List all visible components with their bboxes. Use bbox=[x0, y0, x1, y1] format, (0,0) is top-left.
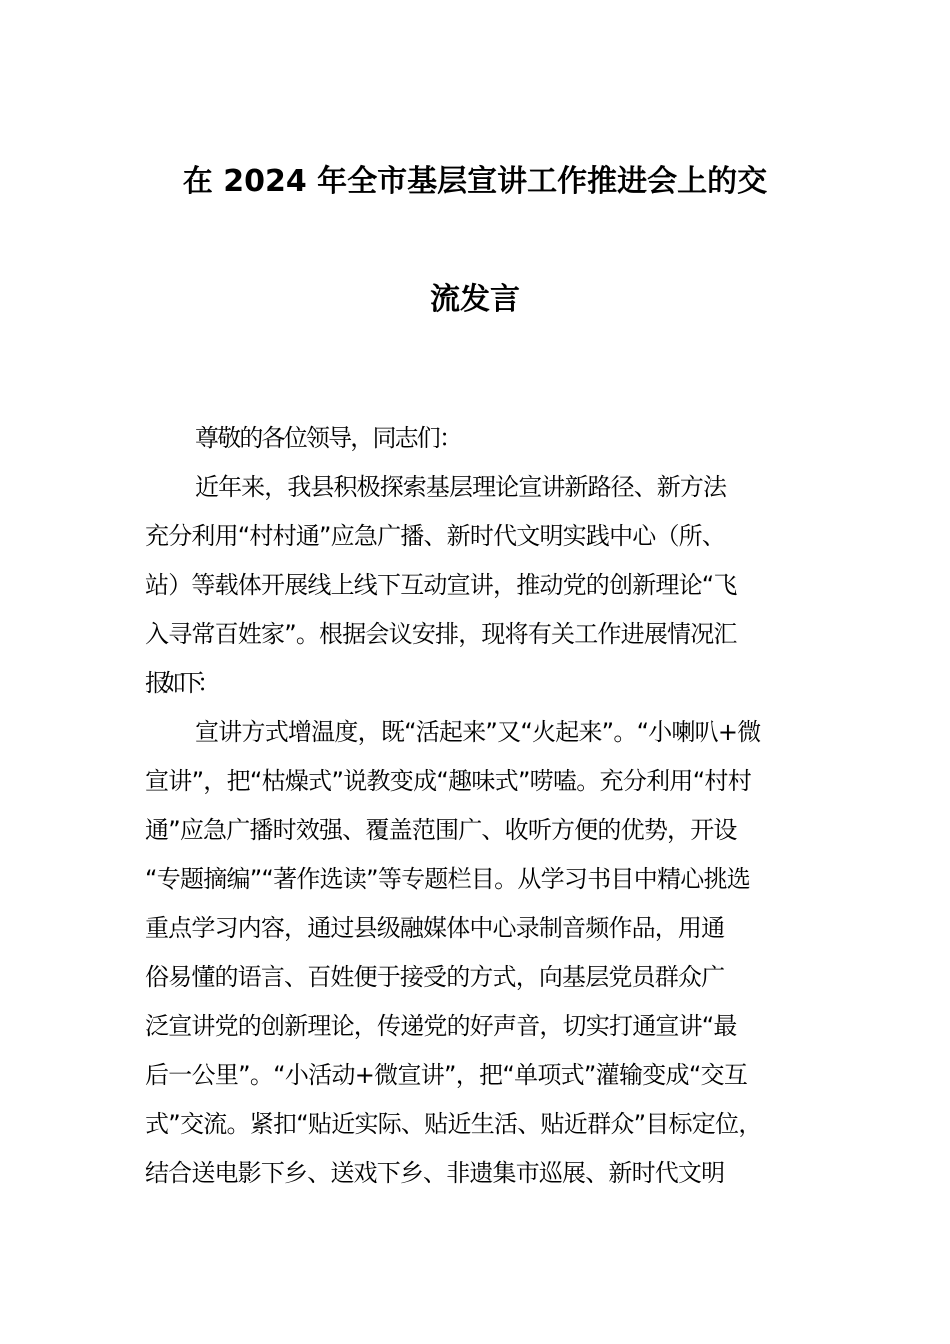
body-line: 泛宣讲党的创新理论，传递党的好声音，切实打通宣讲“最 bbox=[145, 1012, 737, 1040]
body-line: 式”交流。紧扣“贴近实际、贴近生活、贴近群众”目标定位， bbox=[145, 1110, 762, 1138]
body-line: 通”应急广播时效强、覆盖范围广、收听方便的优势，开设 bbox=[145, 816, 737, 844]
body-line: 宣讲方式增温度，既“活起来”又“火起来”。“小喇叭+微 bbox=[195, 718, 761, 746]
body-line: 近年来，我县积极探索基层理论宣讲新路径、新方法 bbox=[195, 473, 727, 501]
document-title-line-1: 在 2024 年全市基层宣讲工作推进会上的交 bbox=[182, 164, 768, 199]
document-title-line-2: 流发言 bbox=[430, 282, 520, 317]
body-line: 重点学习内容，通过县级融媒体中心录制音频作品，用通 bbox=[145, 914, 725, 942]
body-line: 俗易懂的语言、百姓便于接受的方式，向基层党员群众广 bbox=[145, 963, 725, 991]
body-line: 充分利用“村村通”应急广播、新时代文明实践中心（所、 bbox=[145, 522, 726, 550]
body-line: 尊敬的各位领导，同志们： bbox=[195, 424, 462, 452]
body-line: 结合送电影下乡、送戏下乡、非遗集市巡展、新时代文明 bbox=[145, 1159, 725, 1187]
body-line: 站）等载体开展线上线下互动宣讲，推动党的创新理论“飞 bbox=[145, 571, 737, 599]
body-line: “专题摘编”“著作选读”等专题栏目。从学习书目中精心挑选 bbox=[145, 865, 751, 893]
body-line: 后一公里”。“小活动+微宣讲”，把“单项式”灌输变成“交互 bbox=[145, 1061, 748, 1089]
body-line: 报如下： bbox=[145, 669, 215, 697]
body-line: 宣讲”，把“枯燥式”说教变成“趣味式”唠嗑。充分利用“村村 bbox=[145, 767, 752, 795]
body-line: 入寻常百姓家”。根据会议安排，现将有关工作进展情况汇 bbox=[145, 620, 737, 648]
document-body bbox=[145, 414, 825, 1198]
